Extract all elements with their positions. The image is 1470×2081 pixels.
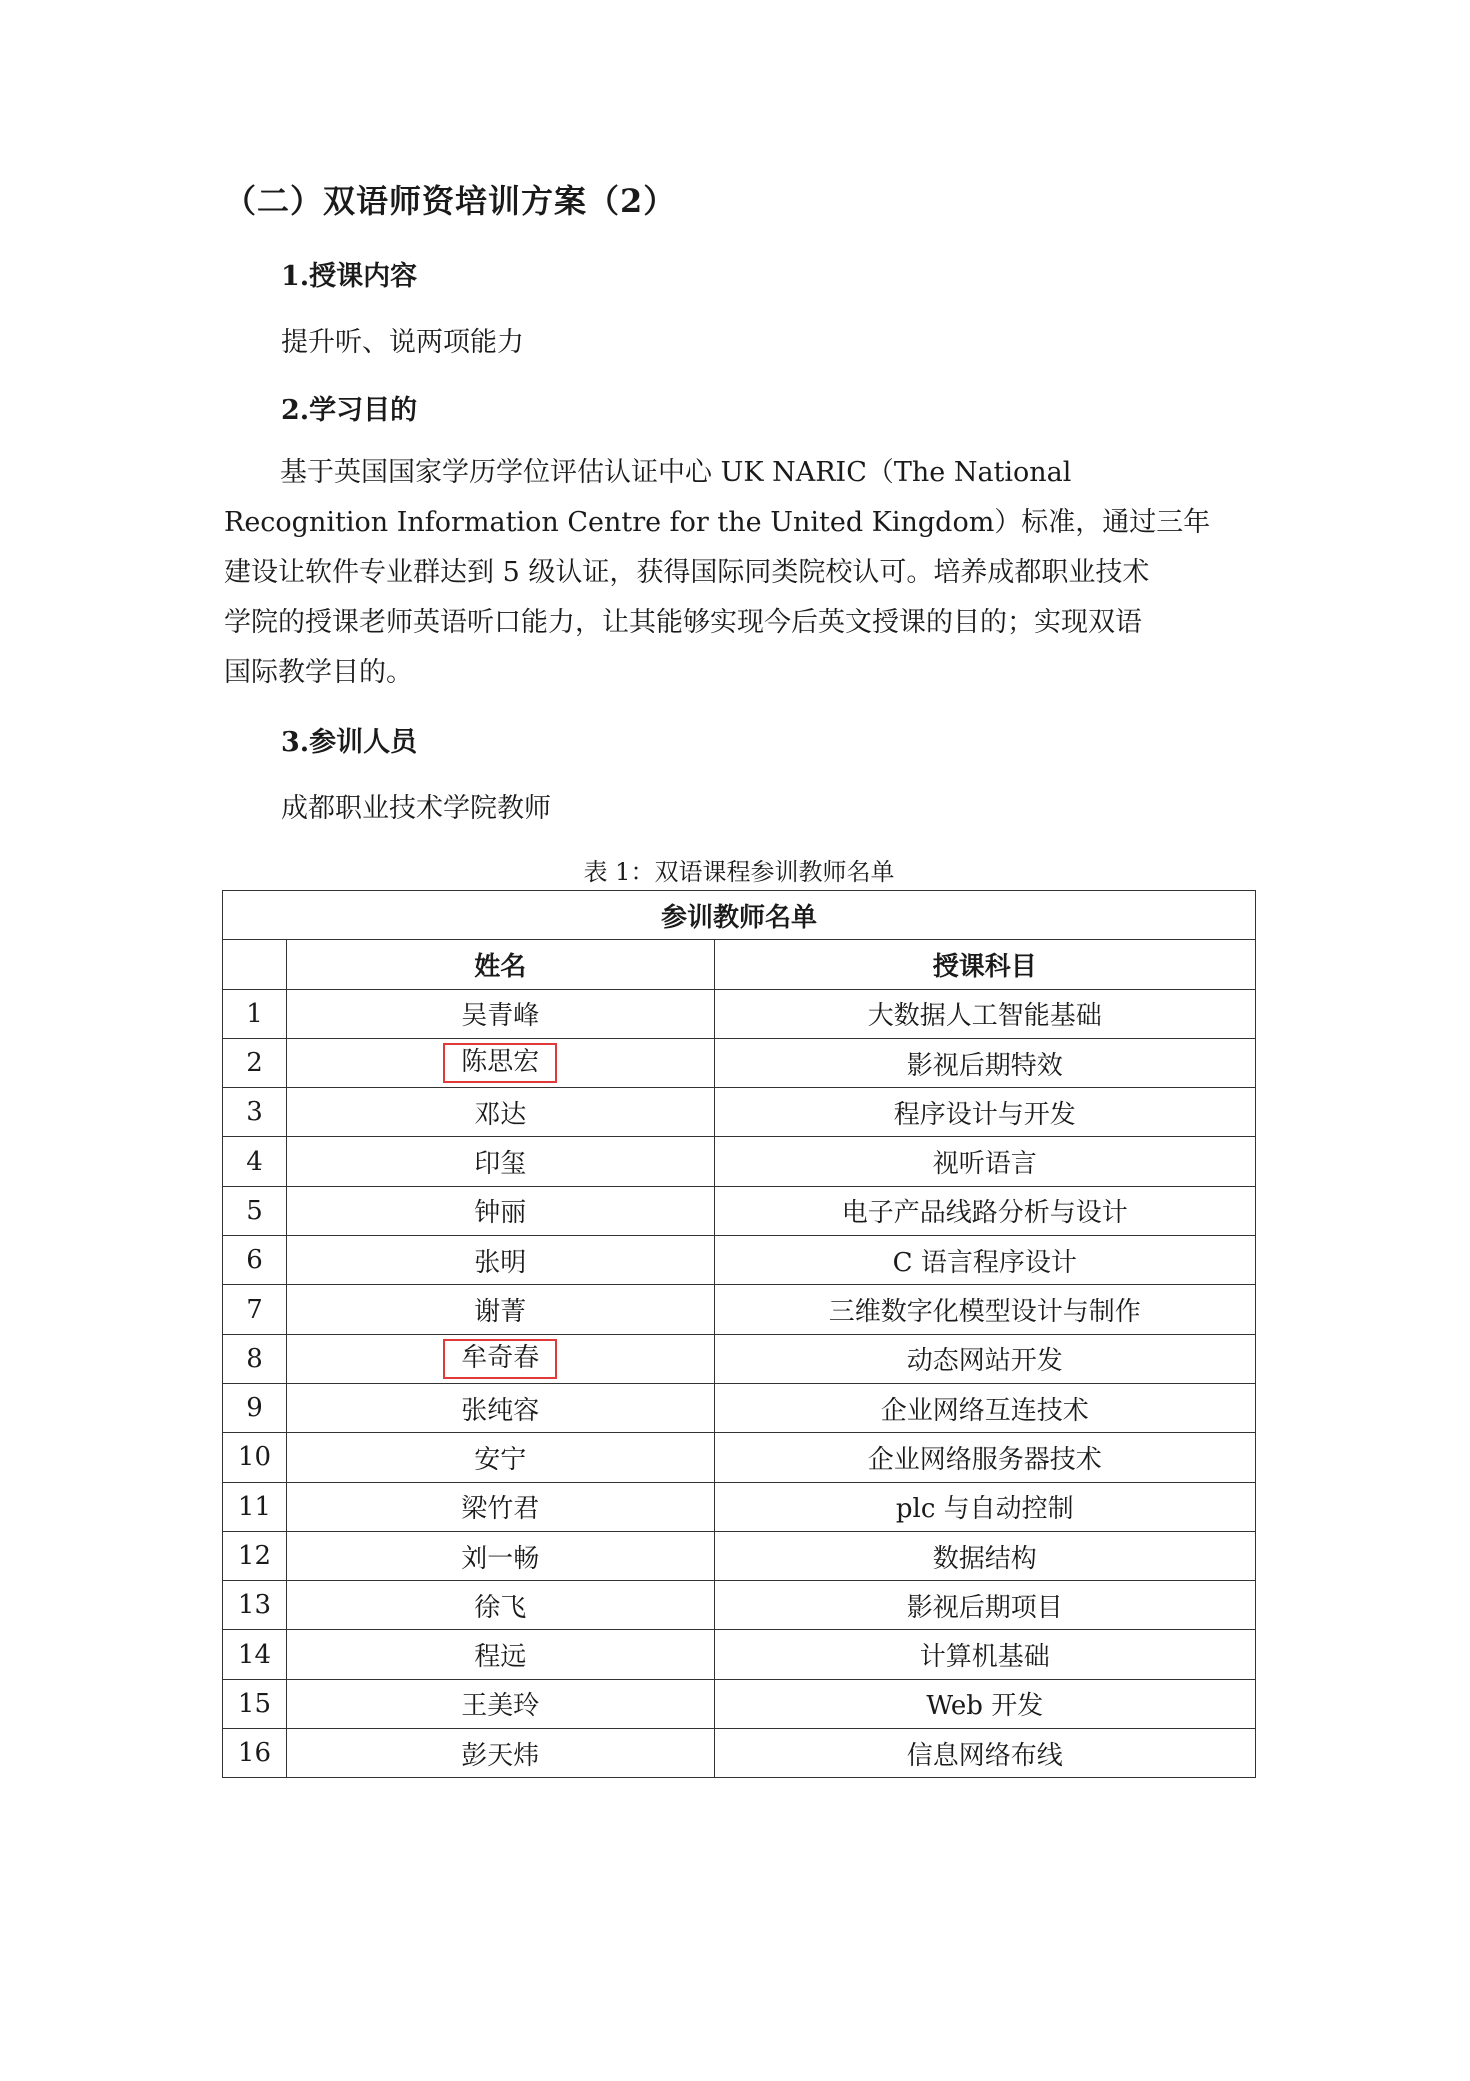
course-subject: 大数据人工智能基础 [714, 989, 1255, 1038]
goal-paragraph [224, 448, 1254, 698]
row-number: 16 [223, 1729, 287, 1778]
header-no [223, 940, 287, 989]
table-caption: 表 1：双语课程参训教师名单 [583, 858, 895, 886]
header-name: 姓名 [286, 940, 714, 989]
row-number: 7 [223, 1285, 287, 1334]
table-row [223, 1581, 1256, 1630]
teacher-roster-table [222, 890, 1256, 1778]
goal-line: Recognition Information Centre for the United Kingdom）标准，通过三年 [224, 507, 1211, 538]
teacher-name [286, 1186, 714, 1235]
row-number: 1 [223, 989, 287, 1038]
teacher-name-text: 张纯容 [461, 1395, 540, 1426]
row-number: 14 [223, 1630, 287, 1679]
teacher-name [286, 1482, 714, 1531]
content-text: 提升听、说两项能力 [281, 327, 524, 358]
row-number: 15 [223, 1679, 287, 1728]
teacher-name-text: 王美玲 [461, 1691, 540, 1722]
row-number: 6 [223, 1236, 287, 1285]
table-row [223, 1334, 1256, 1383]
teacher-name [286, 1088, 714, 1137]
goal-line: 学院的授课老师英语听口能力，让其能够实现今后英文授课的目的；实现双语 [224, 607, 1142, 638]
table-row [223, 1038, 1256, 1087]
teacher-name-text: 刘一畅 [461, 1543, 540, 1574]
section-title: （二）双语师资培训方案（2） [224, 182, 677, 220]
teacher-name [286, 989, 714, 1038]
teacher-name-text: 程远 [474, 1642, 527, 1673]
course-subject: 信息网络布线 [714, 1729, 1255, 1778]
goal-line: 基于英国国家学历学位评估认证中心 UK NARIC（The National [280, 457, 1072, 488]
course-subject: C 语言程序设计 [714, 1236, 1255, 1285]
course-subject: 视听语言 [714, 1137, 1255, 1186]
table-row [223, 1285, 1256, 1334]
teacher-name-text: 邓达 [474, 1099, 527, 1130]
row-number: 12 [223, 1531, 287, 1580]
teacher-name [286, 1236, 714, 1285]
teacher-name-text: 谢菁 [474, 1297, 527, 1328]
teacher-name [286, 1630, 714, 1679]
teacher-name-text: 安宁 [474, 1444, 527, 1475]
course-subject: 程序设计与开发 [714, 1088, 1255, 1137]
teacher-name [286, 1433, 714, 1482]
teacher-name [286, 1729, 714, 1778]
teacher-name-text: 吴青峰 [461, 1001, 540, 1032]
teacher-name-text: 梁竹君 [461, 1494, 540, 1525]
table-row [223, 1679, 1256, 1728]
course-subject: 三维数字化模型设计与制作 [714, 1285, 1255, 1334]
teacher-name-text: 钟丽 [474, 1198, 527, 1229]
highlighted-name: 牟奇春 [443, 1339, 557, 1379]
row-number: 8 [223, 1334, 287, 1383]
participants-text: 成都职业技术学院教师 [281, 793, 551, 824]
table-row [223, 1531, 1256, 1580]
course-subject: 计算机基础 [714, 1630, 1255, 1679]
row-number: 4 [223, 1137, 287, 1186]
table-row [223, 1137, 1256, 1186]
table-row [223, 1088, 1256, 1137]
table-row [223, 1383, 1256, 1432]
teacher-name [286, 1334, 714, 1383]
course-subject: 企业网络服务器技术 [714, 1433, 1255, 1482]
table-title: 参训教师名单 [223, 891, 1256, 940]
teacher-name-text: 彭天炜 [461, 1740, 540, 1771]
row-number: 13 [223, 1581, 287, 1630]
row-number: 11 [223, 1482, 287, 1531]
teacher-name-text: 印玺 [474, 1149, 527, 1180]
teacher-name [286, 1531, 714, 1580]
participants-heading: 3.参训人员 [281, 727, 418, 758]
table-header-row [223, 940, 1256, 989]
content-heading: 1.授课内容 [281, 261, 418, 292]
table-row [223, 989, 1256, 1038]
course-subject: Web 开发 [714, 1679, 1255, 1728]
table-row [223, 1729, 1256, 1778]
row-number: 2 [223, 1038, 287, 1087]
table-title-row [223, 891, 1256, 940]
goal-line: 国际教学目的。 [224, 657, 413, 688]
table-row [223, 1482, 1256, 1531]
course-subject: 动态网站开发 [714, 1334, 1255, 1383]
table-row [223, 1433, 1256, 1482]
highlighted-name: 陈思宏 [443, 1043, 557, 1083]
table-body [223, 989, 1256, 1778]
table-row [223, 1186, 1256, 1235]
teacher-name [286, 1581, 714, 1630]
course-subject: 影视后期项目 [714, 1581, 1255, 1630]
row-number: 10 [223, 1433, 287, 1482]
course-subject: plc 与自动控制 [714, 1482, 1255, 1531]
course-subject: 电子产品线路分析与设计 [714, 1186, 1255, 1235]
row-number: 5 [223, 1186, 287, 1235]
teacher-name [286, 1383, 714, 1432]
teacher-name [286, 1679, 714, 1728]
row-number: 3 [223, 1088, 287, 1137]
goal-line: 建设让软件专业群达到 5 级认证，获得国际同类院校认可。培养成都职业技术 [224, 557, 1150, 588]
course-subject: 企业网络互连技术 [714, 1383, 1255, 1432]
table-row [223, 1236, 1256, 1285]
header-subject: 授课科目 [714, 940, 1255, 989]
course-subject: 数据结构 [714, 1531, 1255, 1580]
goal-heading: 2.学习目的 [281, 395, 418, 426]
teacher-name [286, 1137, 714, 1186]
teacher-name-text: 张明 [474, 1247, 527, 1278]
teacher-name [286, 1038, 714, 1087]
teacher-name [286, 1285, 714, 1334]
teacher-name-text: 徐飞 [474, 1592, 527, 1623]
table-row [223, 1630, 1256, 1679]
row-number: 9 [223, 1383, 287, 1432]
course-subject: 影视后期特效 [714, 1038, 1255, 1087]
